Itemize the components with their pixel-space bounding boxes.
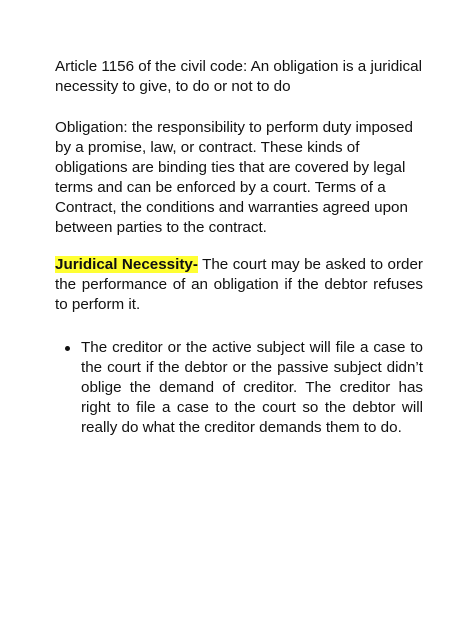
juridical-necessity-term: Juridical Necessity-	[55, 256, 198, 273]
juridical-necessity-paragraph	[55, 255, 423, 315]
juridical-necessity-text: The court may be asked to order the performance of an obligation if the debtor refuses to perform it.	[55, 256, 423, 313]
bullet-text: The creditor or the active subject will file a case to the court if the debtor or the passive subject didn’t oblige the demand of creditor. The creditor has right to file a case to the court so the debtor will really do what the creditor demands them to do.	[81, 339, 423, 436]
bullet-icon	[65, 346, 70, 351]
list-item	[55, 338, 423, 438]
bullet-list	[55, 338, 423, 438]
article-paragraph: Article 1156 of the civil code: An obligation is a juridical necessity to give, to do or not to do	[55, 58, 422, 95]
obligation-definition-paragraph: Obligation: the responsibility to perform duty imposed by a promise, law, or contract. These kinds of obligations are binding ties that are covered by legal terms and can be enforced by a court. Terms of a Contract, the conditions and warranties agreed upon between parties to the contract.	[55, 119, 413, 236]
